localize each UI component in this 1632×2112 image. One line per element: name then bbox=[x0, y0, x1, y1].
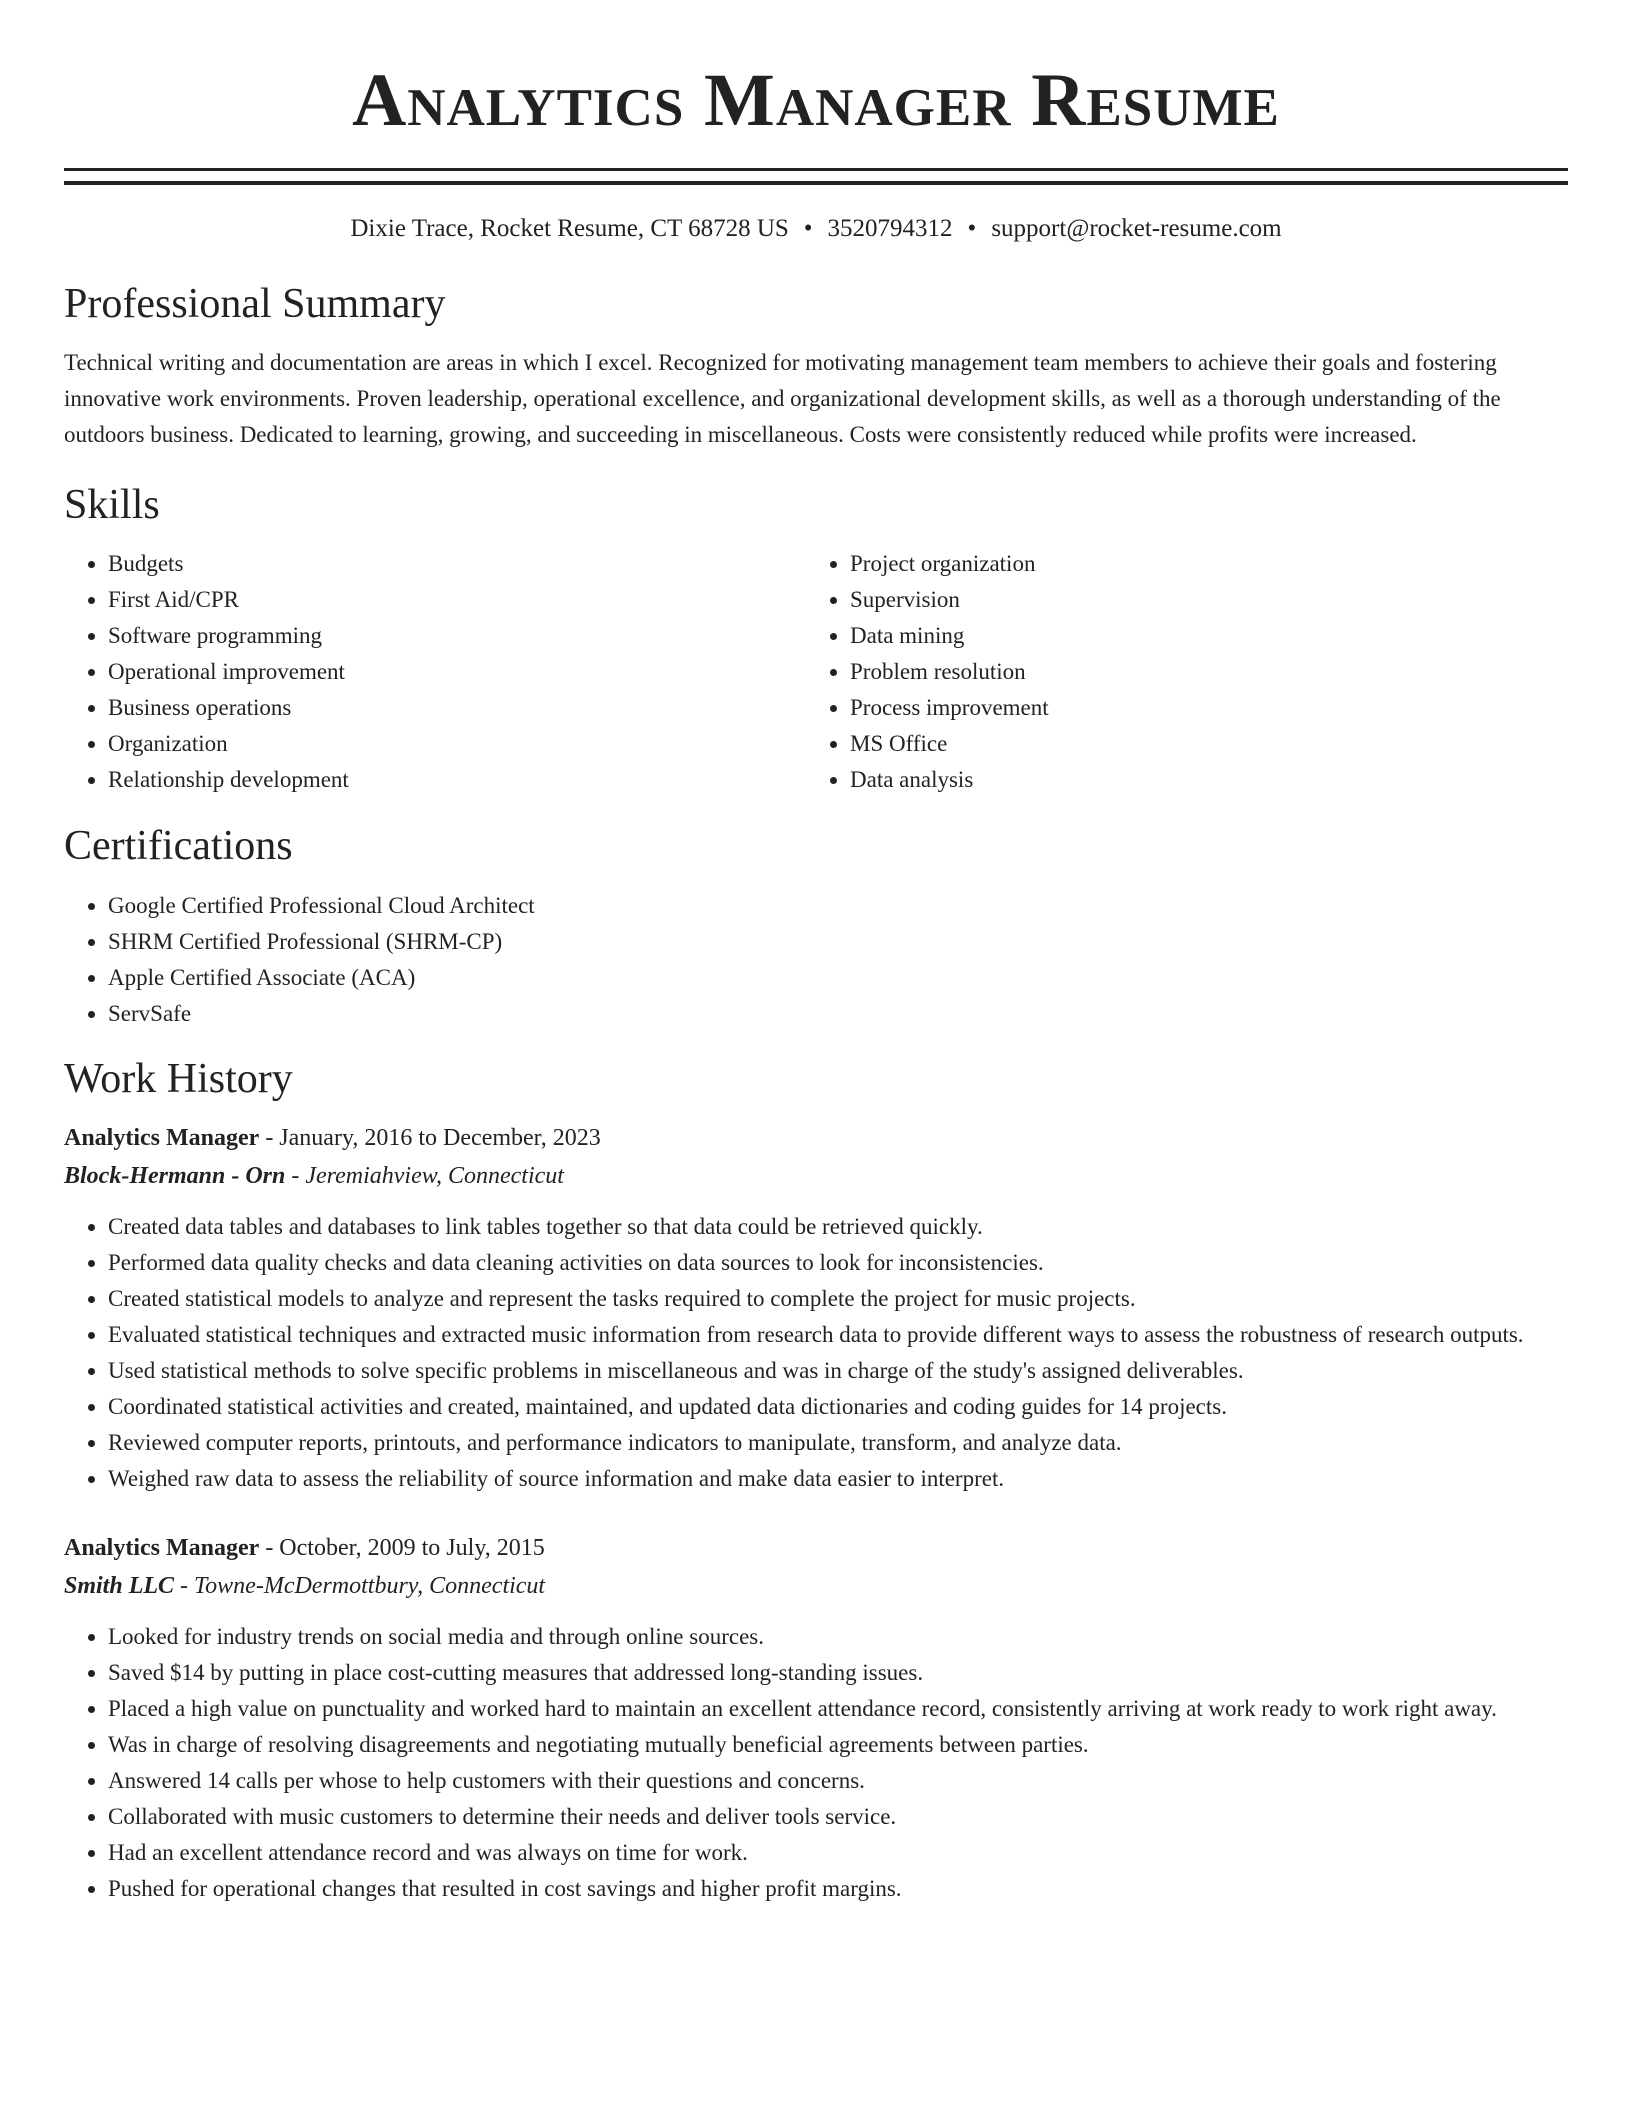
job-bullet: • Created statistical models to analyze and represent the tasks required to complete the project for music projects. bbox=[108, 1281, 1568, 1317]
contact-separator: • bbox=[803, 215, 813, 242]
skill-item: • Relationship development bbox=[108, 762, 806, 798]
company-line bbox=[64, 1567, 1568, 1605]
company-name: Block-Hermann - Orn bbox=[64, 1163, 286, 1189]
skill-item: • Budgets bbox=[108, 546, 806, 582]
skill-item: • Data mining bbox=[850, 618, 1548, 654]
contact-separator: • bbox=[967, 215, 977, 242]
certification-item: • Google Certified Professional Cloud Architect bbox=[108, 888, 1568, 924]
certifications-heading: Certifications bbox=[64, 823, 293, 869]
job-bullets bbox=[64, 1619, 1568, 1907]
certifications-list bbox=[64, 888, 1568, 1032]
job-title-line bbox=[64, 1119, 1568, 1157]
skill-item: • Process improvement bbox=[850, 690, 1548, 726]
skill-item: • First Aid/CPR bbox=[108, 582, 806, 618]
skill-item: • Supervision bbox=[850, 582, 1548, 618]
job-bullet: • Answered 14 calls per whose to help customers with their questions and concerns. bbox=[108, 1763, 1568, 1799]
job-bullets bbox=[64, 1209, 1568, 1497]
job-bullet: • Reviewed computer reports, printouts, and performance indicators to manipulate, transform, and analyze data. bbox=[108, 1425, 1568, 1461]
contact-line bbox=[64, 212, 1568, 246]
certification-item: • Apple Certified Associate (ACA) bbox=[108, 960, 1568, 996]
skill-item: • Organization bbox=[108, 726, 806, 762]
job-bullet: • Created data tables and databases to link tables together so that data could be retrieved quickly. bbox=[108, 1209, 1568, 1245]
company-line bbox=[64, 1157, 1568, 1195]
job-bullet: • Saved $14 by putting in place cost-cutting measures that addressed long-standing issues. bbox=[108, 1655, 1568, 1691]
job-bullet: • Collaborated with music customers to determine their needs and deliver tools service. bbox=[108, 1799, 1568, 1835]
contact-email: support@rocket-resume.com bbox=[991, 215, 1282, 242]
job-dates: - January, 2016 to December, 2023 bbox=[259, 1125, 601, 1151]
skill-item: • MS Office bbox=[850, 726, 1548, 762]
job-bullet: • Was in charge of resolving disagreements and negotiating mutually beneficial agreements between parties. bbox=[108, 1727, 1568, 1763]
certification-item: • ServSafe bbox=[108, 996, 1568, 1032]
job-bullet: • Evaluated statistical techniques and extracted music information from research data to provide different ways to assess the robustness of research outputs. bbox=[108, 1317, 1568, 1353]
job-bullet: • Pushed for operational changes that resulted in cost savings and higher profit margins. bbox=[108, 1871, 1568, 1907]
skills-heading: Skills bbox=[64, 482, 160, 528]
work-history-heading: Work History bbox=[64, 1056, 293, 1102]
skill-item: • Project organization bbox=[850, 546, 1548, 582]
job-bullet: • Weighed raw data to assess the reliability of source information and make data easier to interpret. bbox=[108, 1461, 1568, 1497]
job-entry bbox=[64, 1119, 1568, 1497]
job-entry bbox=[64, 1529, 1568, 1907]
job-bullet: • Had an excellent attendance record and was always on time for work. bbox=[108, 1835, 1568, 1871]
job-dates: - October, 2009 to July, 2015 bbox=[259, 1535, 545, 1561]
job-title-line bbox=[64, 1529, 1568, 1567]
contact-phone: 3520794312 bbox=[827, 215, 953, 242]
skills-column-left bbox=[64, 546, 806, 798]
job-bullet: • Performed data quality checks and data cleaning activities on data sources to look for inconsistencies. bbox=[108, 1245, 1568, 1281]
skill-item: • Software programming bbox=[108, 618, 806, 654]
skills-column-right bbox=[806, 546, 1548, 798]
job-bullet: • Coordinated statistical activities and created, maintained, and updated data dictionaries and coding guides for 14 projects. bbox=[108, 1389, 1568, 1425]
job-bullet: • Placed a high value on punctuality and worked hard to maintain an excellent attendance record, consistently arriving at work ready to work right away. bbox=[108, 1691, 1568, 1727]
title-divider bbox=[64, 168, 1568, 185]
skills-list bbox=[64, 546, 1568, 798]
job-bullet: • Looked for industry trends on social media and through online sources. bbox=[108, 1619, 1568, 1655]
resume-title: Analytics Manager Resume bbox=[352, 59, 1280, 142]
company-name: Smith LLC bbox=[64, 1573, 175, 1599]
job-title: Analytics Manager bbox=[64, 1125, 260, 1151]
job-bullet: • Used statistical methods to solve specific problems in miscellaneous and was in charge of the study's assigned deliverables. bbox=[108, 1353, 1568, 1389]
skill-item: • Data analysis bbox=[850, 762, 1548, 798]
skill-item: • Business operations bbox=[108, 690, 806, 726]
summary-text: Technical writing and documentation are areas in which I excel. Recognized for motivating management team members to achieve their goals and fostering innovative work environments. Proven leadership, operational excellence, and organizational development skills, as well as a thorough understanding of the outdoors business. Dedicated to learning, growing, and succeeding in miscellaneous. Costs were consistently reduced while profits were increased. bbox=[64, 350, 1501, 447]
certification-item: • SHRM Certified Professional (SHRM-CP) bbox=[108, 924, 1568, 960]
contact-address: Dixie Trace, Rocket Resume, CT 68728 US bbox=[350, 215, 789, 242]
skill-item: • Operational improvement bbox=[108, 654, 806, 690]
company-location: - Towne-McDermottbury, Connecticut bbox=[174, 1573, 546, 1599]
job-title: Analytics Manager bbox=[64, 1535, 260, 1561]
summary-heading: Professional Summary bbox=[64, 281, 446, 327]
company-location: - Jeremiahview, Connecticut bbox=[285, 1163, 564, 1189]
skill-item: • Problem resolution bbox=[850, 654, 1548, 690]
